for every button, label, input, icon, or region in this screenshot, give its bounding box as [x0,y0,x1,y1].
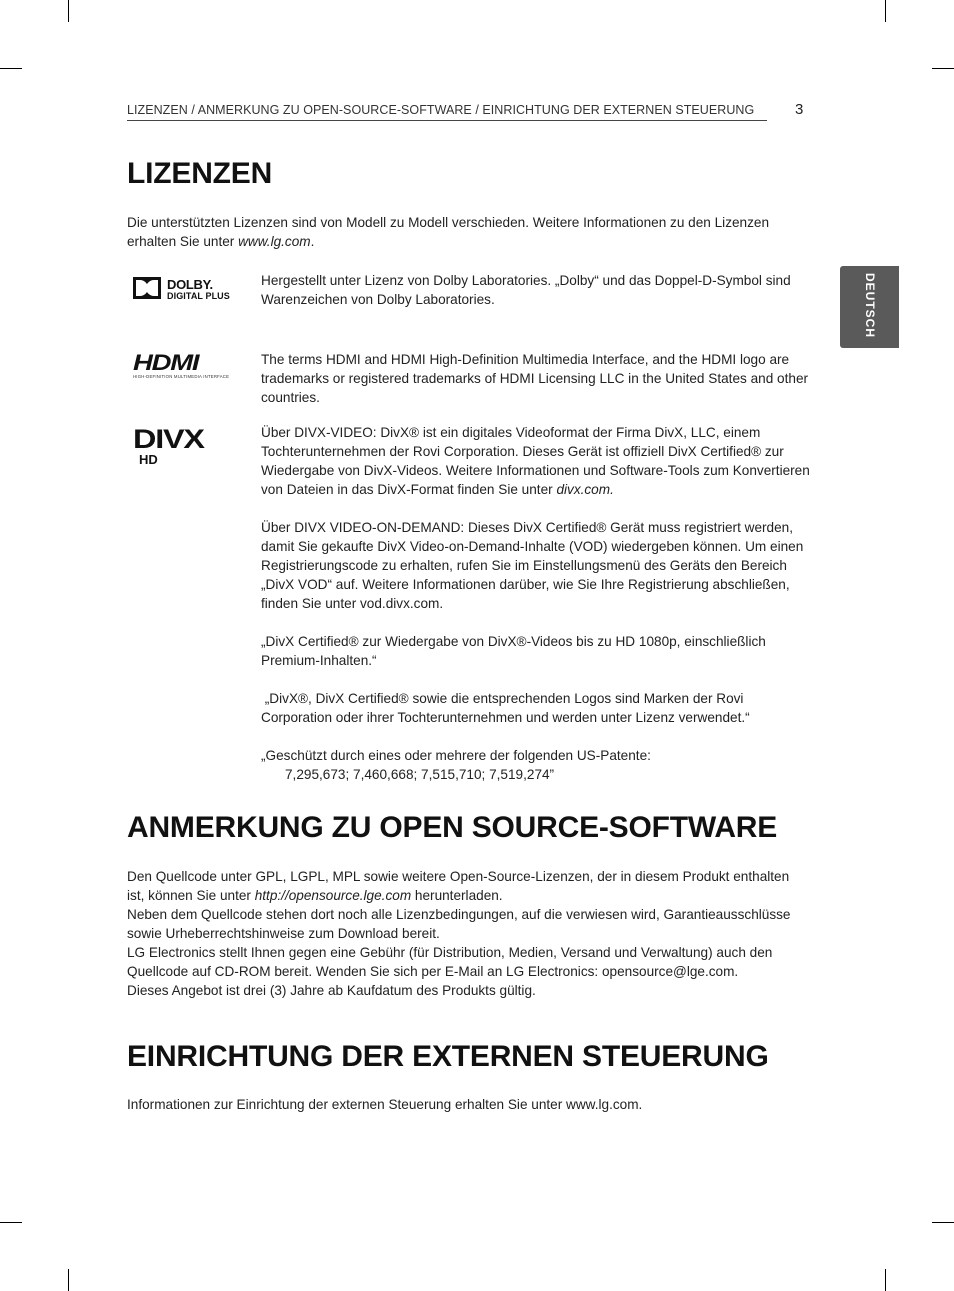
language-tab-label: DEUTSCH [863,273,877,339]
crop-mark [68,1269,69,1291]
section-title-external-control: EINRICHTUNG DER EXTERNEN STEUERUNG [127,1040,769,1073]
dolby-license-text: Hergestellt unter Lizenz von Dolby Laboratories. „Dolby“ und das Doppel-D-Symbol sind Warenzeichen von Dolby Laboratories. [261,273,791,307]
crop-mark [0,1222,22,1223]
opensource-link[interactable]: http://opensource.lge.com [254,888,412,903]
running-header: LIZENZEN / ANMERKUNG ZU OPEN-SOURCE-SOFTWARE / EINRICHTUNG DER EXTERNEN STEUERUNG [127,103,767,121]
divx-link[interactable]: divx.com. [556,482,614,497]
dolby-double-d-icon [133,277,161,299]
crop-mark [68,0,69,22]
divx-patents: „Geschützt durch eines oder mehrere der folgenden US-Patente: 7,295,673; 7,460,668; 7,515,710; 7,519,274” [261,746,817,784]
page-number: 3 [795,101,804,118]
divx-vod: Über DIVX VIDEO-ON-DEMAND: Dieses DivX Certified® Gerät muss registriert werden, damit Sie gekaufte DivX Video-on-Demand-Inhalte (VOD) wiedergeben können. Um einen Registrierungscode zu erhalten, rufen Sie im Einstellungsmenü des Geräts den Bereich „DivX VOD“ auf. Weitere Informationen darüber, wie Sie Ihre Registrierung abschließen, finden Sie unter vod.divx.com. [261,520,804,611]
lizenzen-intro: Die unterstützten Lizenzen sind von Modell zu Modell verschieden. Weitere Informationen zu den Lizenzen erhalten Sie unter www.lg.com. [127,215,770,249]
divx-patent-numbers: 7,295,673; 7,460,668; 7,515,710; 7,519,274” [285,767,555,782]
divx-certified: „DivX Certified® zur Wiedergabe von DivX®-Videos bis zu HD 1080p, einschließlich Premium-Inhalten.“ [261,634,766,668]
crop-mark [932,1222,954,1223]
hdmi-logo-subtext: HIGH-DEFINITION MULTIMEDIA INTERFACE [133,374,230,379]
dolby-logo-text: DOLBY. [167,277,213,292]
hdmi-license-text: The terms HDMI and HDMI High-Definition Multimedia Interface, and the HDMI logo are trademarks or registered trademarks of HDMI Licensing LLC in the United States and other countries. [261,352,809,405]
dolby-logo [133,276,243,306]
crop-mark [885,0,886,22]
external-control-text: Informationen zur Einrichtung der externen Steuerung erhalten Sie unter www.lg.com. [127,1097,643,1112]
divx-trademarks: „DivX®, DivX Certified® sowie die entsprechenden Logos sind Marken der Rovi Corporation oder ihrer Tochterunternehmen und werden unter Lizenz verwendet.“ [261,691,750,725]
crop-mark [885,1269,886,1291]
divx-logo [133,426,233,470]
crop-mark [0,68,22,69]
language-tab [840,266,899,348]
hdmi-logo [127,350,237,382]
section-title-open-source: ANMERKUNG ZU OPEN SOURCE-SOFTWARE [127,811,778,844]
divx-logo-text: DIVX [133,424,204,454]
dolby-logo-subtext: DIGITAL PLUS [167,291,230,301]
lg-link[interactable]: www.lg.com [238,234,311,249]
open-source-text: Den Quellcode unter GPL, LGPL, MPL sowie weitere Open-Source-Lizenzen, der in diesem Produkt enthalten ist, können Sie unter http://opensource.lge.com herunterladen. Neben dem Quellcode stehen dort noch alle Lizenzbedingungen, auf die verwiesen wird, Garantieausschlüsse sowie Urheberrechtshinweise zum Download bereit. LG Electronics stellt Ihnen gegen eine Gebühr (für Distribution, Medien, Versand und Verwaltung) auch den Quellcode auf CD-ROM bereit. Wenden Sie sich per E-Mail an LG Electronics: opensource@lge.com. Dieses Angebot ist drei (3) Jahre ab Kaufdatum des Produkts gültig. [127,869,791,998]
divx-logo-subtext: HD [139,452,158,467]
hdmi-logo-text: HDMI [133,350,199,375]
divx-about-video: Über DIVX-VIDEO: DivX® ist ein digitales Videoformat der Firma DivX, LLC, einem Tochterunternehmen der Rovi Corporation. Dieses Gerät ist offiziell DivX Certified® zur Wiedergabe von DivX-Videos. Weitere Informationen und Software-Tools zum Konvertieren von Dateien in das DivX-Format finden Sie unter divx.com. [261,425,810,497]
section-title-lizenzen: LIZENZEN [127,157,273,190]
crop-mark [932,68,954,69]
